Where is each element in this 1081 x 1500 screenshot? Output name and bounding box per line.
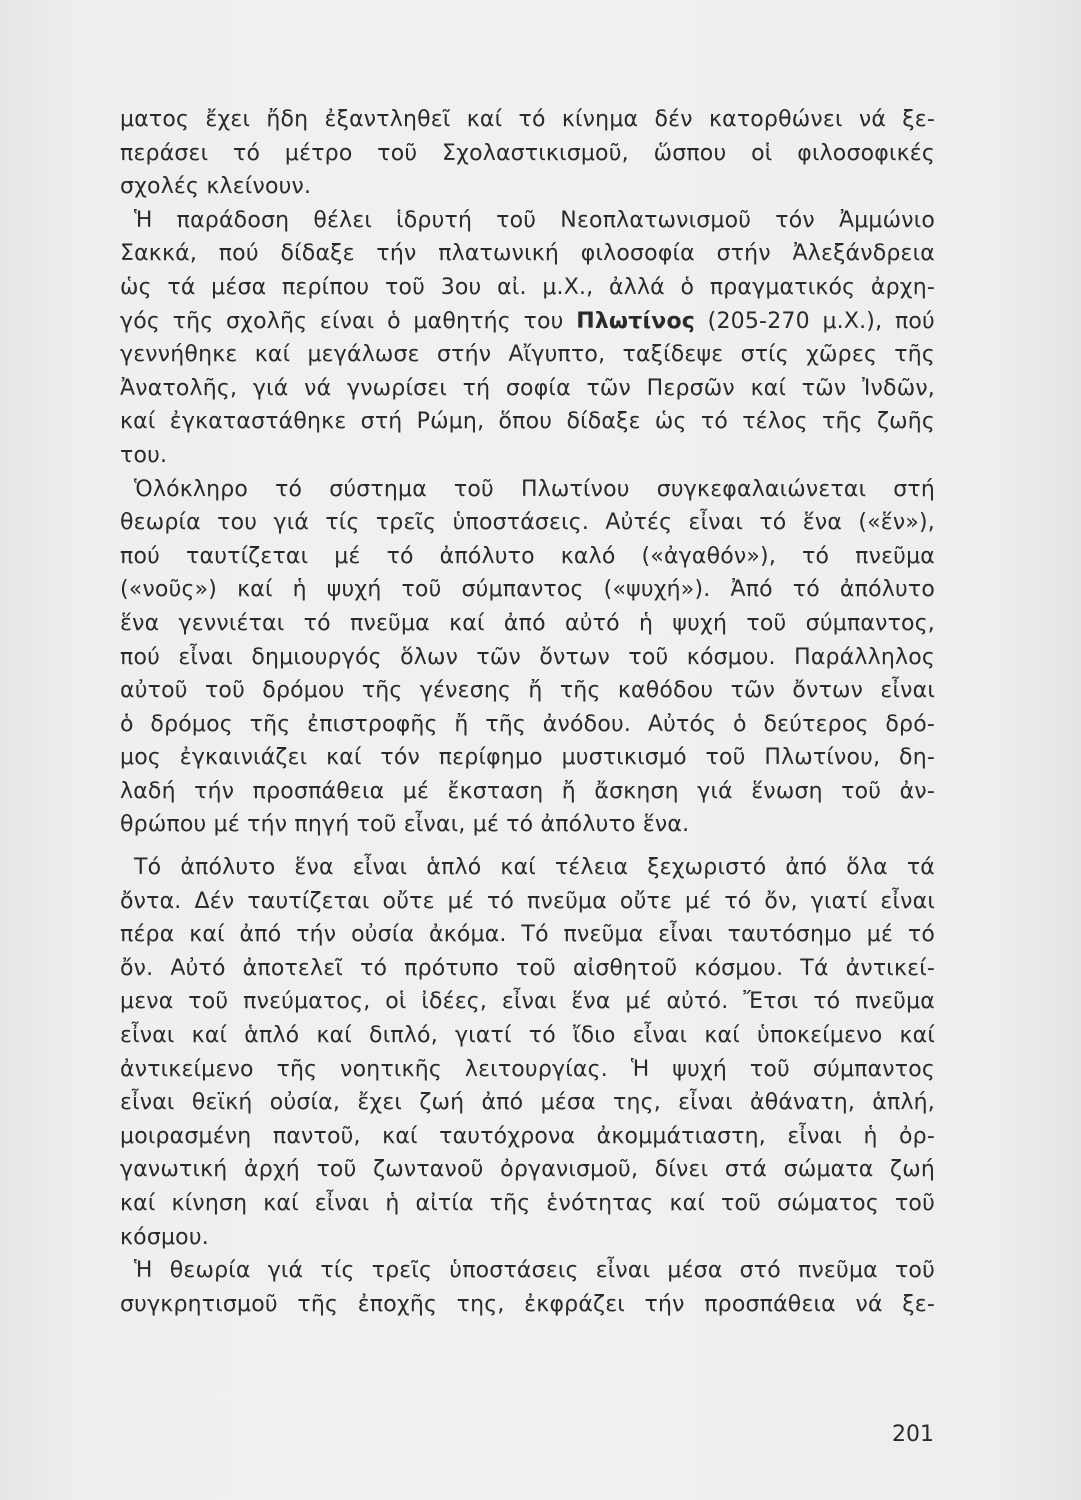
bold-name: Πλωτίνος [576, 308, 696, 334]
line-text: εἶναι καί ἁπλό καί διπλό, γιατί τό ἴδιο εἶναι καί ὑποκείμενο καί [120, 1023, 935, 1049]
text-line [120, 885, 935, 919]
text-line [120, 573, 935, 607]
line-text: κόσμου. [120, 1224, 209, 1250]
line-text: Ἡ παράδοση θέλει ἱδρυτή τοῦ Νεοπλατωνισμοῦ τόν Ἀμμώνιο [134, 207, 935, 233]
line-text: σχολές κλείνουν. [120, 174, 312, 200]
text-line [120, 1288, 935, 1322]
line-text: ματος ἔχει ἤδη ἐξαντληθεῖ καί τό κίνημα δέν κατορθώνει νά ξε- [120, 107, 935, 132]
line-text: ὁ δρόμος τῆς ἐπιστροφῆς ἤ τῆς ἀνόδου. Αὐτός ὁ δεύτερος δρό- [120, 711, 935, 737]
text-line [120, 1221, 935, 1255]
line-text: θρώπου μέ τήν πηγή τοῦ εἶναι, μέ τό ἀπόλυτο ἕνα. [120, 812, 690, 838]
text-line [120, 1019, 935, 1053]
text-line [120, 372, 935, 406]
text-line [120, 204, 935, 238]
text-line [120, 137, 935, 171]
text-line [120, 641, 935, 675]
text-line [120, 271, 935, 305]
line-text: λαδή τήν προσπάθεια μέ ἔκσταση ἤ ἄσκηση γιά ἕνωση τοῦ ἀν- [120, 778, 935, 804]
text-line [120, 674, 935, 708]
text-line [120, 1120, 935, 1154]
line-text-after: (205-270 μ.Χ.), πού [695, 308, 935, 334]
text-line [120, 1254, 935, 1288]
line-text: Ἀνατολῆς, γιά νά γνωρίσει τή σοφία τῶν Περσῶν καί τῶν Ἰνδῶν, [120, 375, 935, 401]
line-text: καί κίνηση καί εἶναι ἡ αἰτία τῆς ἑνότητας καί τοῦ σώματος τοῦ [120, 1191, 935, 1216]
line-text: ὡς τά μέσα περίπου τοῦ 3ου αἰ. μ.Χ., ἀλλά ὁ πραγματικός ἀρχη- [120, 274, 935, 300]
text-line [120, 170, 935, 204]
text-line [120, 1053, 935, 1087]
text-line [120, 775, 935, 809]
line-text: μοιρασμένη παντοῦ, καί ταυτόχρονα ἀκομμάτιαστη, εἶναι ἡ ὀρ- [120, 1123, 935, 1149]
paragraph-gap [120, 842, 935, 851]
line-text: πού ταυτίζεται μέ τό ἀπόλυτο καλό («ἀγαθόν»), τό πνεῦμα [120, 543, 935, 569]
text-line [120, 808, 935, 842]
line-text: Ἡ θεωρία γιά τίς τρεῖς ὑποστάσεις εἶναι μέσα στό πνεῦμα τοῦ [134, 1258, 935, 1284]
text-line [120, 1086, 935, 1120]
line-text: εἶναι θεϊκή οὐσία, ἔχει ζωή ἀπό μέσα της, εἶναι ἀθάνατη, ἁπλή, [120, 1090, 935, 1116]
line-text: Σακκά, πού δίδαξε τήν πλατωνική φιλοσοφία στήν Ἀλεξάνδρεια [120, 241, 935, 267]
line-text: Τό ἀπόλυτο ἕνα εἶναι ἁπλό καί τέλεια ξεχωριστό ἀπό ὅλα τά [134, 855, 935, 881]
line-text: ἕνα γεννιέται τό πνεῦμα καί ἀπό αὐτό ἡ ψυχή τοῦ σύμπαντος, [120, 610, 935, 636]
line-text: του. [120, 442, 168, 468]
line-text: Ὁλόκληρο τό σύστημα τοῦ Πλωτίνου συγκεφαλαιώνεται στή [134, 476, 935, 502]
text-line [120, 607, 935, 641]
text-line [120, 708, 935, 742]
text-line [120, 103, 935, 137]
text-line [120, 918, 935, 952]
text-line [120, 439, 935, 473]
text-line [120, 952, 935, 986]
text-line [120, 405, 935, 439]
line-text: («νοῦς») καί ἡ ψυχή τοῦ σύμπαντος («ψυχή»). Ἀπό τό ἀπόλυτο [120, 577, 935, 603]
line-text: γεννήθηκε καί μεγάλωσε στήν Αἴγυπτο, ταξίδεψε στίς χῶρες τῆς [120, 342, 935, 368]
text-line [120, 506, 935, 540]
text-line [120, 237, 935, 271]
line-text: θεωρία του γιά τίς τρεῖς ὑποστάσεις. Αὐτές εἶναι τό ἕνα («ἕν»), [120, 510, 935, 536]
text-line [120, 1153, 935, 1187]
line-text: αὐτοῦ τοῦ δρόμου τῆς γένεσης ἤ τῆς καθόδου τῶν ὄντων εἶναι [120, 678, 935, 704]
text-line [120, 851, 935, 885]
page-number: 201 [892, 1422, 934, 1447]
text-line [120, 338, 935, 372]
line-text: περάσει τό μέτρο τοῦ Σχολαστικισμοῦ, ὥσπου οἱ φιλοσοφικές [120, 140, 935, 166]
line-text: μος ἐγκαινιάζει καί τόν περίφημο μυστικισμό τοῦ Πλωτίνου, δη- [120, 745, 935, 771]
text-line [120, 540, 935, 574]
line-text: καί ἐγκαταστάθηκε στή Ρώμη, ὅπου δίδαξε ὡς τό τέλος τῆς ζωῆς [120, 409, 935, 435]
text-line [120, 985, 935, 1019]
text-line [120, 741, 935, 775]
line-text: ἀντικείμενο τῆς νοητικῆς λειτουργίας. Ἡ ψυχή τοῦ σύμπαντος [120, 1056, 935, 1082]
line-text: ὄντα. Δέν ταυτίζεται οὔτε μέ τό πνεῦμα οὔτε μέ τό ὄν, γιατί εἶναι [120, 888, 935, 914]
text-line [120, 473, 935, 507]
line-text: ὄν. Αὐτό ἀποτελεῖ τό πρότυπο τοῦ αἰσθητοῦ κόσμου. Τά ἀντικεί- [120, 955, 935, 981]
line-text: πέρα καί ἀπό τήν οὐσία ἀκόμα. Τό πνεῦμα εἶναι ταυτόσημο μέ τό [120, 922, 935, 948]
text-line [120, 305, 935, 339]
line-text: γανωτική ἀρχή τοῦ ζωντανοῦ ὀργανισμοῦ, δίνει στά σώματα ζωή [120, 1157, 935, 1183]
body-text [120, 103, 935, 1321]
text-line [120, 1187, 935, 1221]
line-text: γός τῆς σχολῆς είναι ὁ μαθητής του [120, 308, 577, 334]
line-text: μενα τοῦ πνεύματος, οἱ ἰδέες, εἶναι ἕνα μέ αὐτό. Ἔτσι τό πνεῦμα [120, 989, 935, 1015]
line-text: πού εἶναι δημιουργός ὅλων τῶν ὄντων τοῦ κόσμου. Παράλληλος [120, 644, 935, 670]
line-text: συγκρητισμοῦ τῆς ἐποχῆς της, ἐκφράζει τήν προσπάθεια νά ξε- [120, 1291, 935, 1317]
